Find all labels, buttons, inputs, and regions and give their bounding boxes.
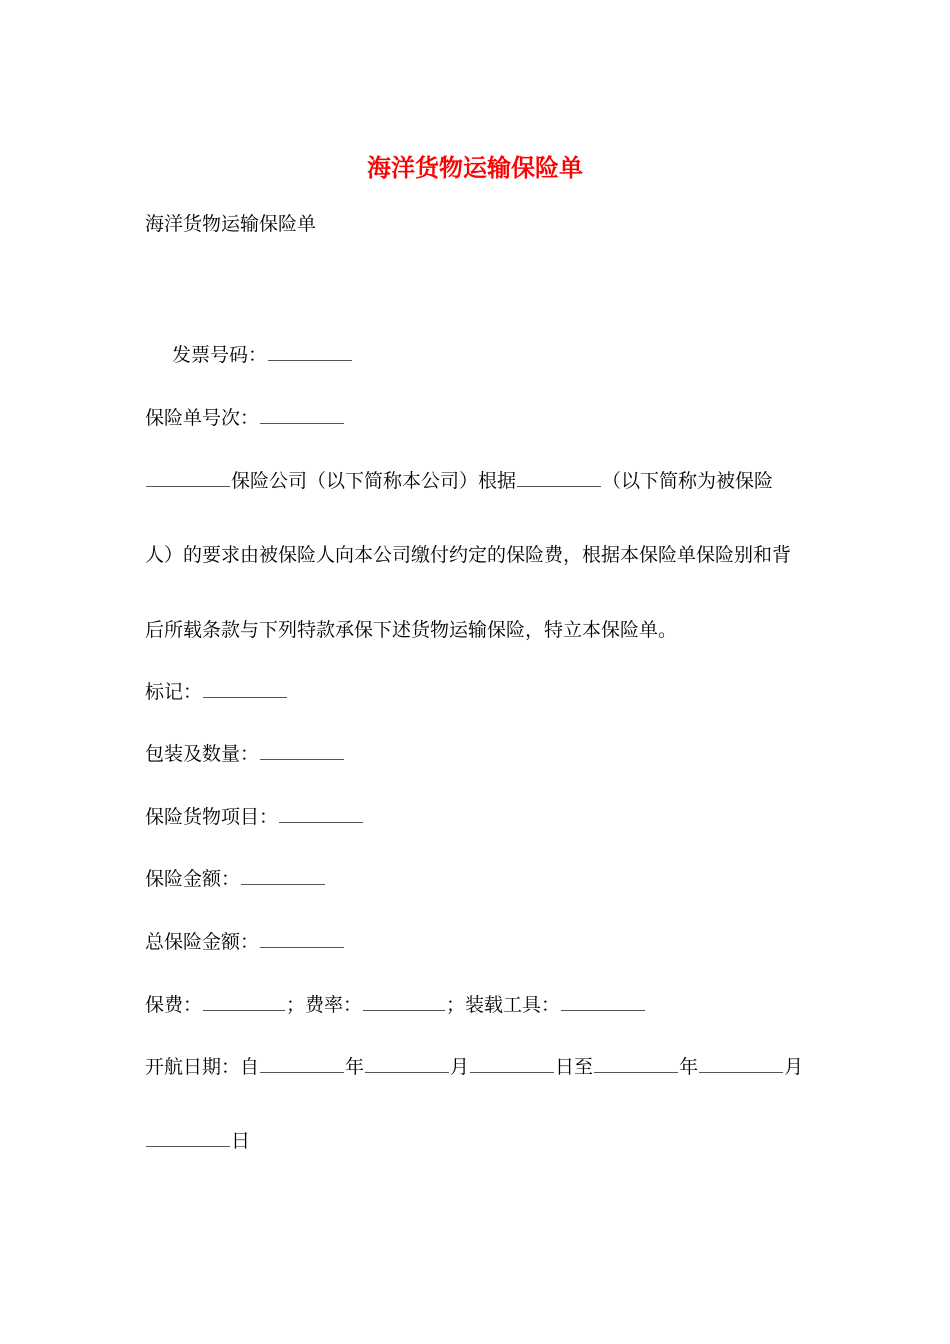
from-year-blank[interactable]: [260, 1056, 344, 1073]
marks-label: 标记：: [145, 681, 203, 703]
policy-number-label: 保险单号次：: [145, 407, 260, 429]
document-title: 海洋货物运输保险单: [367, 153, 583, 182]
rate-blank[interactable]: [363, 994, 445, 1011]
paragraph-line-3: 后所载条款与下列特款承保下述货物运输保险，特立本保险单。: [145, 619, 678, 641]
total-amount-row: [145, 928, 345, 956]
cargo-items-label: 保险货物项目：: [145, 806, 279, 828]
invoice-number-blank[interactable]: [268, 344, 352, 361]
cargo-items-blank[interactable]: [279, 806, 363, 823]
to-day-blank[interactable]: [146, 1130, 230, 1147]
premium-row: [145, 991, 646, 1019]
total-amount-label: 总保险金额：: [145, 931, 260, 953]
total-amount-blank[interactable]: [260, 931, 344, 948]
vessel-blank[interactable]: [561, 994, 645, 1011]
insured-amount-row: [145, 865, 326, 893]
from-day-to-label: 日至: [555, 1056, 594, 1078]
rate-label: ；费率：: [286, 994, 363, 1016]
paragraph-line-1: [145, 467, 773, 495]
to-month-blank[interactable]: [699, 1056, 783, 1073]
paragraph-line-1-a: 保险公司（以下简称本公司）根据: [231, 470, 517, 492]
document-subtitle: 海洋货物运输保险单: [145, 213, 317, 235]
sailing-date-row: [145, 1053, 803, 1081]
insured-name-blank[interactable]: [517, 470, 601, 487]
premium-label: 保费：: [145, 994, 203, 1016]
insurer-name-blank[interactable]: [146, 470, 230, 487]
marks-row: [145, 678, 288, 706]
premium-blank[interactable]: [203, 994, 285, 1011]
invoice-number-label: 发票号码：: [172, 344, 268, 366]
to-month-label: 月: [784, 1056, 804, 1078]
packing-quantity-blank[interactable]: [260, 743, 344, 760]
invoice-number-row: [172, 341, 353, 369]
paragraph-line-1-b: （以下简称为被保险: [602, 470, 774, 492]
paragraph-line-2: 人）的要求由被保险人向本公司缴付约定的保险费，根据本保险单保险别和背: [145, 544, 792, 566]
from-month-blank[interactable]: [365, 1056, 449, 1073]
sailing-date-label: 开航日期：自: [145, 1056, 260, 1078]
policy-number-row: [145, 404, 345, 432]
marks-blank[interactable]: [203, 681, 287, 698]
vessel-label: ；装载工具：: [446, 994, 561, 1016]
insured-amount-blank[interactable]: [241, 868, 325, 885]
packing-quantity-row: [145, 740, 345, 768]
to-day-label: 日: [231, 1130, 251, 1152]
packing-quantity-label: 包装及数量：: [145, 743, 260, 765]
to-year-label: 年: [679, 1056, 699, 1078]
cargo-items-row: [145, 803, 364, 831]
to-year-blank[interactable]: [594, 1056, 678, 1073]
from-day-blank[interactable]: [470, 1056, 554, 1073]
from-month-label: 月: [450, 1056, 470, 1078]
insured-amount-label: 保险金额：: [145, 868, 241, 890]
policy-number-blank[interactable]: [260, 407, 344, 424]
sailing-date-row-2: [145, 1127, 250, 1155]
from-year-label: 年: [345, 1056, 365, 1078]
